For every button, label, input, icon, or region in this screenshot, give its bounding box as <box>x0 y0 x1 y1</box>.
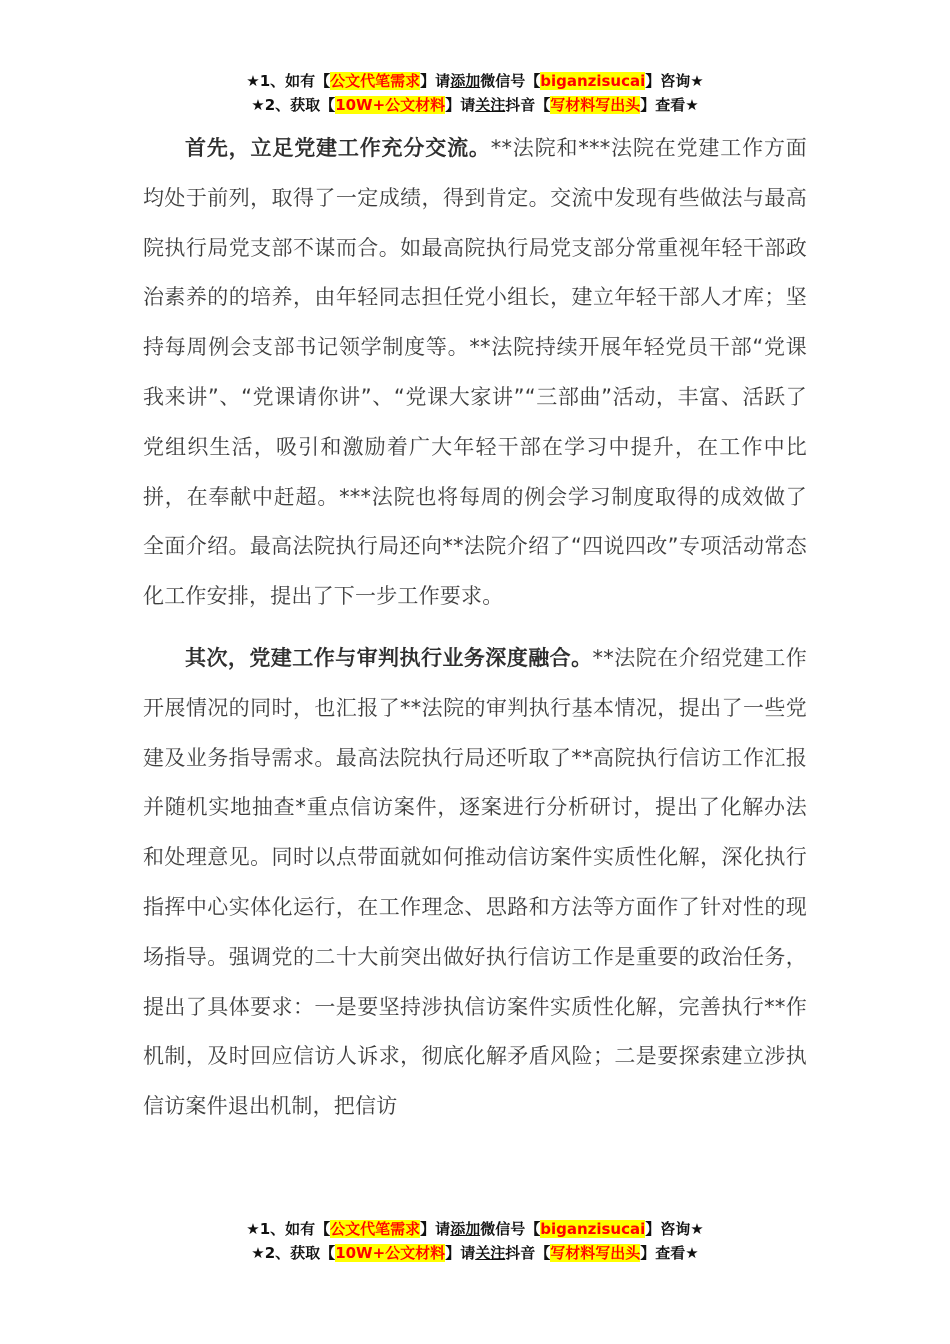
promo-text: 抖音【 <box>505 96 551 114</box>
promo-douyin-id: 写材料写出头 <box>550 96 641 114</box>
promo-highlight: 10W+公文材料 <box>335 96 446 114</box>
document-body <box>143 124 807 1132</box>
promo-line-2 <box>0 93 950 117</box>
promo-line-2 <box>0 1241 950 1265</box>
promo-wechat-id: biganzisucai <box>540 72 646 90</box>
promo-text: 】查看★ <box>640 96 699 114</box>
promo-text: 】查看★ <box>640 1244 699 1262</box>
promo-emphasis: 添加 <box>450 1220 481 1238</box>
promo-wechat-id: biganzisucai <box>540 1220 646 1238</box>
promo-text: 】请 <box>420 72 451 90</box>
promo-text: 】请 <box>445 1244 476 1262</box>
promo-text: 抖音【 <box>505 1244 551 1262</box>
promo-text: 微信号【 <box>480 1220 541 1238</box>
promo-douyin-id: 写材料写出头 <box>550 1244 641 1262</box>
paragraph-lead: 其次，党建工作与审判执行业务深度融合。 <box>185 645 593 670</box>
promo-text: 微信号【 <box>480 72 541 90</box>
promo-text: 】请 <box>420 1220 451 1238</box>
promo-banner-top <box>0 69 950 117</box>
promo-emphasis: 添加 <box>450 72 481 90</box>
paragraph-1 <box>143 124 807 622</box>
promo-emphasis: 关注 <box>475 1244 506 1262</box>
promo-text: ★1、如有【 <box>246 72 331 90</box>
promo-highlight: 10W+公文材料 <box>335 1244 446 1262</box>
promo-text: ★2、获取【 <box>251 1244 336 1262</box>
promo-emphasis: 关注 <box>475 96 506 114</box>
paragraph-text: **法院在介绍党建工作开展情况的同时，也汇报了**法院的审判执行基本情况，提出了一些党建及业务指导需求。最高法院执行局还听取了**高院执行信访工作汇报并随机实地抽查*重点信访案件，逐案进行分析研讨，提出了化解办法和处理意见。同时以点带面就如何推动信访案件实质性化解，深化执行指挥中心实体化运行，在工作理念、思路和方法等方面作了针对性的现场指导。强调党的二十大前突出做好执行信访工作是重要的政治任务，提出了具体要求：一是要坚持涉执信访案件实质性化解，完善执行**作机制，及时回应信访人诉求，彻底化解矛盾风险；二是要探索建立涉执信访案件退出机制，把信访 <box>143 645 807 1119</box>
promo-highlight: 公文代笔需求 <box>330 1220 421 1238</box>
promo-text: 】咨询★ <box>645 72 704 90</box>
promo-text: 】请 <box>445 96 476 114</box>
paragraph-text: **法院和***法院在党建工作方面均处于前列，取得了一定成绩，得到肯定。交流中发现有些做法与最高院执行局党支部不谋而合。如最高院执行局党支部分常重视年轻干部政治素养的的培养，由年轻同志担任党小组长，建立年轻干部人才库；坚持每周例会支部书记领学制度等。**法院持续开展年轻党员干部“党课我来讲”、“党课请你讲”、“党课大家讲”“三部曲”活动，丰富、活跃了党组织生活，吸引和激励着广大年轻干部在学习中提升，在工作中比拼，在奉献中赶超。***法院也将每周的例会学习制度取得的成效做了全面介绍。最高法院执行局还向**法院介绍了“四说四改”专项活动常态化工作安排，提出了下一步工作要求。 <box>143 136 807 609</box>
promo-line-1 <box>0 1217 950 1241</box>
promo-line-1 <box>0 69 950 93</box>
promo-banner-bottom <box>0 1217 950 1265</box>
promo-text: 】咨询★ <box>645 1220 704 1238</box>
paragraph-2 <box>143 634 807 1132</box>
paragraph-lead: 首先，立足党建工作充分交流。 <box>185 136 491 160</box>
promo-highlight: 公文代笔需求 <box>330 72 421 90</box>
promo-text: ★2、获取【 <box>251 96 336 114</box>
promo-text: ★1、如有【 <box>246 1220 331 1238</box>
